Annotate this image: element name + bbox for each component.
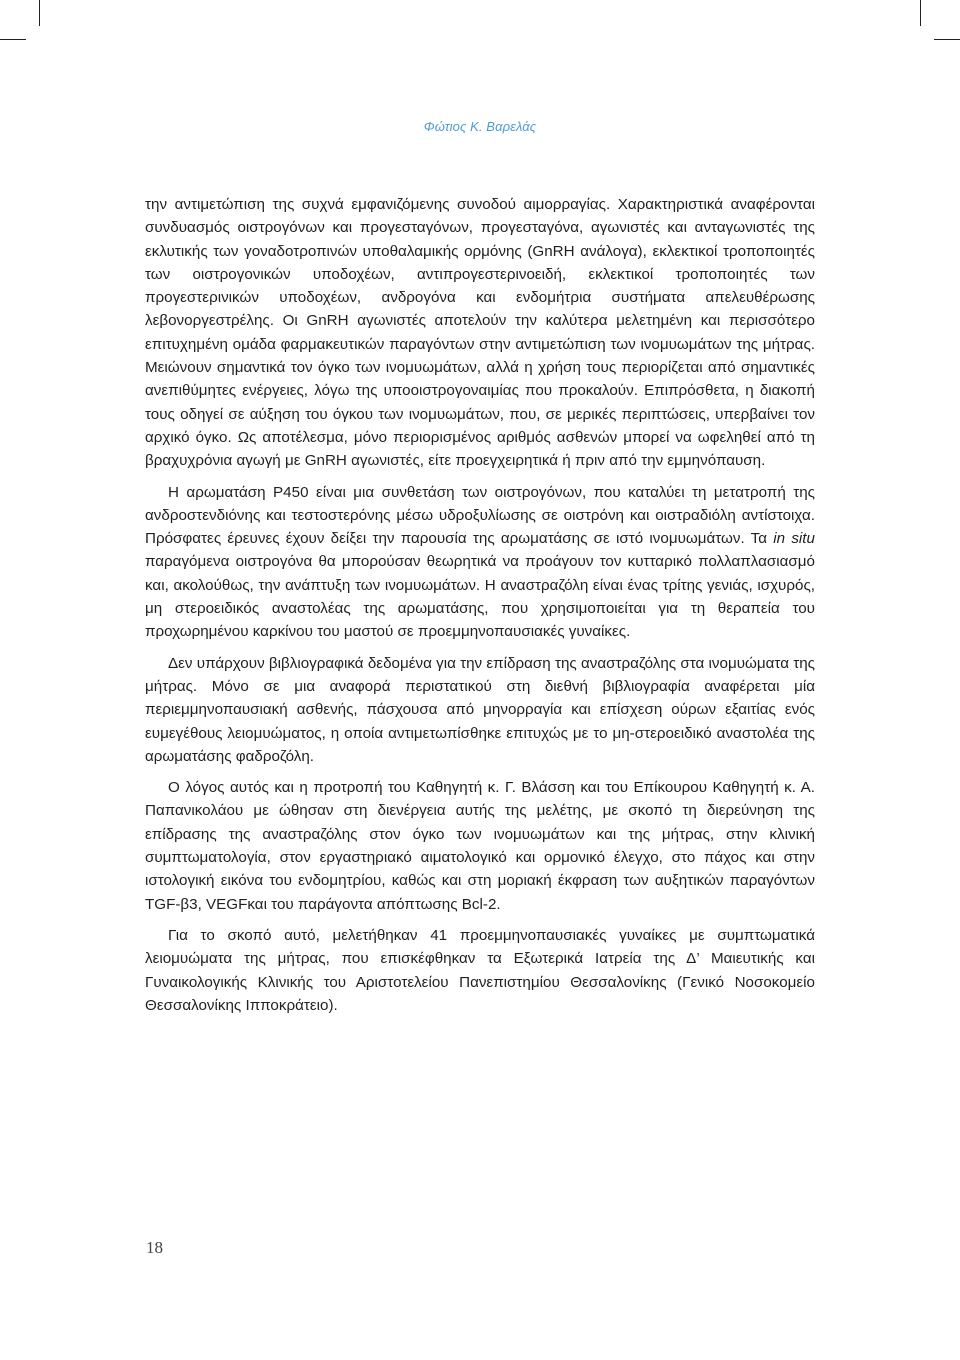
running-head: Φώτιος Κ. Βαρελάς bbox=[423, 119, 537, 134]
paragraph-4: Ο λόγος αυτός και η προτροπή του Καθηγητή κ. Γ. Βλάσση και του Επίκουρου Καθηγητή κ. Α. Παπανικολάου με ώθησαν στη διενέργεια αυτής της μελέτης, με σκοπό τη διερεύνηση της επίδρασης της αναστραζόλης στον όγκο των ινομυωμάτων και της μήτρας, στην κλινική συμπτωματολογία, στον εργαστηριακό αιματολογικό και ορμονικό έλεγχο, στο πάχος και στην ιστολογική εικόνα του ενδομητρίου, καθώς και στη μοριακή έκφραση των αυξητικών παραγόντων TGF-β3, VEGFκαι του παράγοντα απόπτωσης Bcl-2. bbox=[145, 779, 815, 913]
page-number: 18 bbox=[146, 1238, 163, 1257]
crop-mark-top-right-h bbox=[934, 39, 960, 40]
crop-mark-top-left-v bbox=[39, 0, 40, 26]
paragraph-3: Δεν υπάρχουν βιβλιογραφικά δεδομένα για την επίδραση της αναστραζόλης στα ινομυώματα της μήτρας. Μόνο σε μια αναφορά περιστατικού στη διεθνή βιβλιογραφία αναφέρεται μία περιεμμηνοπαυσιακή ασθενής, πάσχουσα από μηνορραγία και επίσχεση ούρων εξαιτίας ενός ευμεγέθους λειομυώματος, η οποία αντιμετωπίσθηκε επιτυχώς με το μη-στεροειδικό αναστολέα της αρωματάσης φαδροζόλη. bbox=[145, 654, 815, 765]
paragraph-1: την αντιμετώπιση της συχνά εμφανιζόμενης συνοδού αιμορραγίας. Χαρακτηριστικά αναφέρονται συνδυασμός οιστρογόνων και προγεσταγόνων, προγεσταγόνα, αγωνιστές και ανταγωνιστές της εκλυτικής των γοναδοτροπινών υποθαλαμικής ορμόνης (GnRH ανάλογα), εκλεκτικοί τροποποιητές των οιστρογονικών υποδοχέων, αντιπρογεστερινοειδή, εκλεκτικοί τροποποιητές των προγεστερινικών υποδοχέων, ανδρογόνα και ενδομήτρια συστήματα απελευθέρωσης λεβονοργεστρέλης. Οι GnRH αγωνιστές αποτελούν την καλύτερα μελετημένη και περισσότερο επιτυχημένη ομάδα φαρμακευτικών παραγόντων στην αντιμετώπιση των ινομυωμάτων της μήτρας. Μειώνουν σημαντικά τον όγκο των ινομυωμάτων, αλλά η χρήση τους περιορίζεται από σημαντικές ανεπιθύμητες ενέργειες, λόγω της υποοιστρογοναιμίας που προκαλούν. Επιπρόσθετα, η διακοπή τους οδηγεί σε αύξηση του όγκου των ινομυωμάτων, που, σε μερικές περιπτώσεις, υπερβαίνει τον αρχικό όγκο. Ως αποτέλεσμα, μόνο περιορισμένος αριθμός ασθενών μπορεί να ωφεληθεί από τη βραχυχρόνια αγωγή με GnRH αγωνιστές, είτε προεγχειρητικά ή πριν από την εμμηνόπαυση. bbox=[145, 196, 815, 470]
crop-mark-top-left-h bbox=[0, 39, 26, 40]
crop-mark-top-right-v bbox=[920, 0, 921, 26]
paragraph-2: Η αρωματάση P450 είναι μια συνθετάση των οιστρογόνων, που καταλύει τη μετατροπή της ανδροστενδιόνης και τεστοστερόνης μέσω υδροξυλίωσης σε οιστρόνη και οιστραδιόλη αντίστοιχα. Πρόσφατες έρευνες έχουν δείξει την παρουσία της αρωματάσης σε ιστό ινομυωμάτων. Τα in situ παραγόμενα οιστρογόνα θα μπορούσαν θεωρητικά να προάγουν τον κυτταρικό πολλαπλασιασμό και, ακολούθως, την ανάπτυξη των ινομυωμάτων. Η αναστραζόλη είναι ένας τρίτης γενιάς, ισχυρός, μη στεροειδικός αναστολέας της αρωματάσης, που χρησιμοποιείται για τη θεραπεία του προχωρημένου καρκίνου του μαστού σε προεμμηνοπαυσιακές γυναίκες. bbox=[145, 483, 815, 641]
paragraph-5: Για το σκοπό αυτό, μελετήθηκαν 41 προεμμηνοπαυσιακές γυναίκες με συμπτωματικά λειομυώματα της μήτρας, που επισκέφθηκαν τα Εξωτερικά Ιατρεία της Δ’ Μαιευτικής και Γυναικολογικής Κλινικής του Αριστοτελείου Πανεπιστημίου Θεσσαλονίκης (Γενικό Νοσοκομείο Θεσσαλονίκης Ιπποκράτειο). bbox=[145, 926, 815, 1014]
italic-term: in situ bbox=[773, 530, 815, 548]
body-text bbox=[145, 193, 815, 1017]
